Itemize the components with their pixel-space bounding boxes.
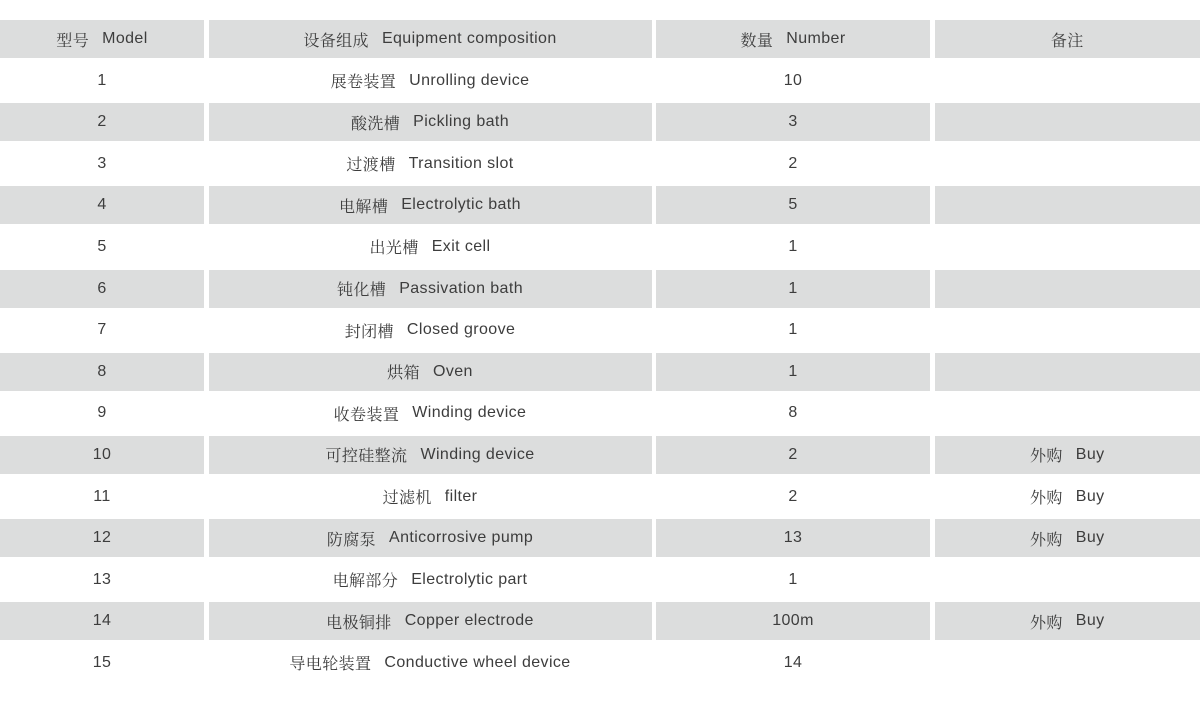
equipment-cn-text: 过渡槽	[346, 157, 396, 175]
number-text: 2	[788, 445, 798, 463]
remark-cell	[935, 186, 1200, 224]
equipment-cell	[209, 644, 652, 682]
equipment-cell	[209, 436, 652, 474]
header-remark-cn: 备注	[1050, 32, 1084, 50]
equipment-cell	[209, 186, 652, 224]
equipment-cell	[209, 228, 652, 266]
equipment-cn-text: 防腐泵	[326, 531, 377, 549]
model-cell	[0, 145, 204, 183]
remark-en-text: Buy	[1075, 445, 1105, 463]
table-row	[0, 103, 1200, 141]
number-text: 10	[783, 71, 803, 89]
remark-cell	[935, 602, 1200, 640]
remark-cell	[935, 436, 1200, 474]
equipment-cn-text: 展卷装置	[330, 74, 397, 92]
header-equipment-cn: 设备组成	[303, 32, 369, 50]
equipment-en-text: Copper electrode	[404, 612, 534, 630]
equipment-cell	[209, 103, 652, 141]
equipment-cn-text: 酸洗槽	[350, 115, 401, 133]
equipment-cn-text: 可控硅整流	[325, 448, 408, 466]
header-equipment	[209, 20, 652, 58]
equipment-en-text: Exit cell	[431, 237, 491, 255]
remark-cell	[935, 103, 1200, 141]
equipment-cn-text: 出光槽	[369, 240, 419, 258]
number-cell	[656, 228, 930, 266]
equipment-cn-text: 过滤机	[382, 490, 432, 508]
number-text: 100m	[772, 612, 814, 630]
remark-en-text: Buy	[1075, 529, 1105, 547]
model-cell	[0, 478, 204, 516]
model-text: 8	[97, 362, 107, 380]
number-cell	[656, 478, 930, 516]
table-row	[0, 311, 1200, 349]
number-text: 1	[788, 279, 798, 297]
equipment-en-text: Transition slot	[408, 154, 514, 172]
table-row	[0, 186, 1200, 224]
header-number	[656, 20, 930, 58]
number-cell	[656, 270, 930, 308]
remark-cell	[935, 62, 1200, 100]
equipment-cn-text: 电极铜排	[326, 614, 392, 632]
equipment-en-text: Oven	[432, 362, 473, 380]
model-text: 10	[92, 445, 112, 463]
number-text: 14	[783, 653, 803, 671]
equipment-en-text: Anticorrosive pump	[389, 529, 534, 547]
equipment-cell	[209, 394, 652, 432]
table-row	[0, 478, 1200, 516]
equipment-en-text: Conductive wheel device	[384, 653, 571, 671]
header-model	[0, 20, 204, 58]
model-cell	[0, 228, 204, 266]
table-row	[0, 561, 1200, 599]
model-text: 11	[93, 487, 111, 505]
remark-cell	[935, 145, 1200, 183]
equipment-cell	[209, 478, 652, 516]
equipment-cn-text: 收卷装置	[333, 406, 400, 424]
model-text: 1	[97, 71, 107, 89]
model-text: 6	[97, 279, 107, 297]
number-text: 1	[788, 237, 798, 255]
model-cell	[0, 62, 204, 100]
model-text: 3	[97, 154, 107, 172]
model-cell	[0, 519, 204, 557]
equipment-en-text: filter	[444, 487, 478, 505]
equipment-en-text: Winding device	[412, 404, 527, 422]
number-text: 5	[788, 196, 798, 214]
equipment-cell	[209, 311, 652, 349]
remark-cell	[935, 561, 1200, 599]
number-cell	[656, 561, 930, 599]
equipment-cell	[209, 62, 652, 100]
table-row	[0, 436, 1200, 474]
table-row	[0, 270, 1200, 308]
number-cell	[656, 353, 930, 391]
equipment-en-text: Electrolytic bath	[401, 196, 521, 214]
number-cell	[656, 602, 930, 640]
model-cell	[0, 311, 204, 349]
number-text: 2	[788, 154, 798, 172]
equipment-cell	[209, 353, 652, 391]
equipment-cn-text: 电解槽	[339, 198, 389, 216]
equipment-cell	[209, 561, 652, 599]
header-equipment-en: Equipment composition	[381, 30, 557, 47]
remark-cell	[935, 394, 1200, 432]
header-number-cn: 数量	[740, 32, 774, 50]
equipment-en-text: Electrolytic part	[411, 570, 528, 588]
equipment-cn-text: 电解部分	[332, 573, 399, 591]
number-text: 8	[788, 404, 798, 422]
model-text: 13	[92, 570, 112, 588]
number-text: 1	[788, 570, 798, 588]
table-row	[0, 644, 1200, 682]
model-text: 15	[92, 653, 112, 671]
number-cell	[656, 103, 930, 141]
remark-cn-text: 外购	[1029, 448, 1063, 466]
equipment-cn-text: 烘箱	[387, 365, 420, 383]
model-text: 2	[97, 113, 107, 131]
table-header-row	[0, 20, 1200, 58]
equipment-en-text: Unrolling device	[409, 71, 530, 89]
number-cell	[656, 62, 930, 100]
equipment-cn-text: 导电轮装置	[289, 656, 372, 674]
number-text: 1	[788, 321, 798, 339]
number-cell	[656, 145, 930, 183]
number-cell	[656, 644, 930, 682]
remark-cell	[935, 228, 1200, 266]
number-cell	[656, 436, 930, 474]
remark-cn-text: 外购	[1029, 531, 1063, 549]
table-row	[0, 519, 1200, 557]
model-text: 14	[92, 612, 112, 630]
remark-en-text: Buy	[1075, 612, 1105, 630]
remark-cn-text: 外购	[1029, 490, 1063, 508]
equipment-cn-text: 封闭槽	[344, 323, 394, 341]
number-text: 2	[788, 487, 798, 505]
table-row	[0, 145, 1200, 183]
model-cell	[0, 353, 204, 391]
model-text: 9	[97, 404, 107, 422]
remark-cell	[935, 519, 1200, 557]
model-cell	[0, 394, 204, 432]
table-row	[0, 602, 1200, 640]
equipment-cell	[209, 602, 652, 640]
remark-cell	[935, 478, 1200, 516]
table-row	[0, 353, 1200, 391]
remark-cell	[935, 644, 1200, 682]
remark-cell	[935, 353, 1200, 391]
equipment-en-text: Closed groove	[406, 321, 516, 339]
remark-cn-text: 外购	[1029, 614, 1063, 632]
model-cell	[0, 436, 204, 474]
model-text: 12	[92, 529, 112, 547]
header-remark	[935, 20, 1200, 58]
remark-cell	[935, 311, 1200, 349]
number-cell	[656, 311, 930, 349]
equipment-cell	[209, 145, 652, 183]
model-cell	[0, 644, 204, 682]
header-model-cn: 型号	[56, 32, 90, 50]
equipment-en-text: Passivation bath	[399, 279, 523, 297]
header-model-en: Model	[102, 30, 148, 47]
model-text: 4	[97, 196, 107, 214]
model-cell	[0, 270, 204, 308]
equipment-cn-text: 钝化槽	[336, 282, 387, 300]
table-row	[0, 62, 1200, 100]
model-cell	[0, 602, 204, 640]
number-cell	[656, 519, 930, 557]
number-cell	[656, 394, 930, 432]
model-cell	[0, 103, 204, 141]
number-text: 13	[783, 529, 803, 547]
number-text: 3	[788, 113, 798, 131]
number-cell	[656, 186, 930, 224]
equipment-en-text: Winding device	[420, 445, 535, 463]
equipment-cell	[209, 519, 652, 557]
equipment-cell	[209, 270, 652, 308]
header-number-en: Number	[786, 30, 846, 47]
number-text: 1	[788, 362, 798, 380]
equipment-en-text: Pickling bath	[413, 113, 510, 131]
model-text: 7	[97, 321, 107, 339]
model-cell	[0, 186, 204, 224]
model-cell	[0, 561, 204, 599]
remark-en-text: Buy	[1075, 487, 1105, 505]
model-text: 5	[97, 237, 107, 255]
table-row	[0, 228, 1200, 266]
remark-cell	[935, 270, 1200, 308]
table-row	[0, 394, 1200, 432]
